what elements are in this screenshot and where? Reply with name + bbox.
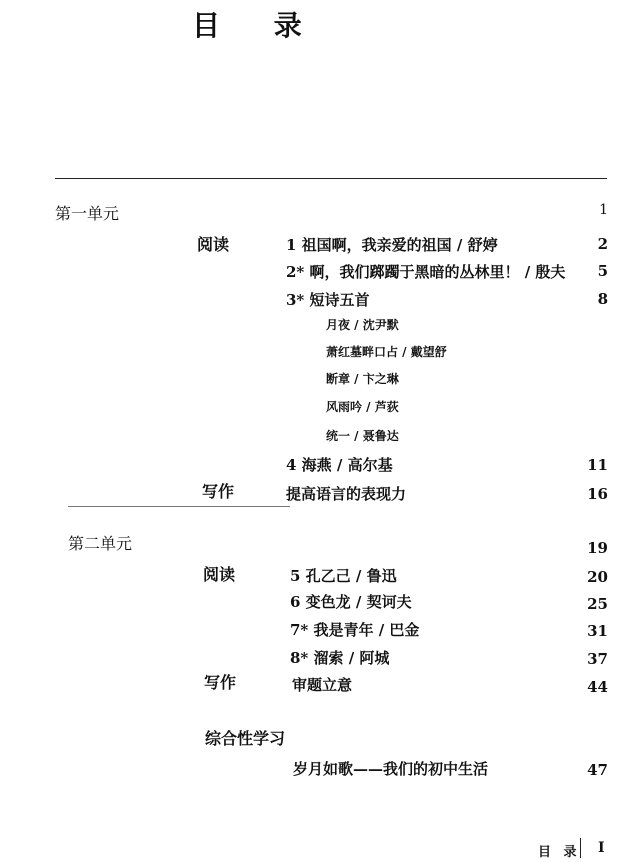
unit-2-reading-label: 阅读 (203, 565, 236, 584)
toc-entry[interactable]: 1 祖国啊，我亲爱的祖国 / 舒婷 (286, 236, 498, 254)
toc-entry[interactable]: 2* 啊，我们踯躅于黑暗的丛林里！ / 殷夫 (286, 263, 566, 281)
toc-entry-page: 2 (597, 235, 608, 253)
page-title: 目 录 (192, 9, 324, 42)
unit-2-page: 19 (587, 539, 608, 557)
footer-label: 目 录 (538, 845, 581, 860)
toc-entry-page: 44 (587, 678, 608, 696)
toc-entry-page: 5 (597, 262, 608, 280)
toc-entry[interactable]: 提高语言的表现力 (286, 485, 407, 503)
poem-entry[interactable]: 萧红墓畔口占 / 戴望舒 (326, 345, 447, 359)
toc-entry[interactable]: 岁月如歌——我们的初中生活 (293, 760, 489, 778)
toc-entry-page: 37 (587, 650, 608, 668)
toc-entry-page: 47 (587, 761, 608, 779)
section-divider (68, 506, 290, 507)
toc-entry[interactable]: 4 海燕 / 高尔基 (286, 456, 393, 474)
footer-page-number: I (598, 840, 605, 856)
toc-entry-page: 20 (587, 568, 608, 586)
unit-1-page: 1 (599, 202, 608, 218)
toc-entry[interactable]: 8* 溜索 / 阿城 (290, 649, 390, 667)
poem-entry[interactable]: 统一 / 聂鲁达 (326, 429, 399, 443)
unit-1-label: 第一单元 (55, 204, 120, 223)
header-rule (55, 178, 607, 179)
unit-2-writing-label: 写作 (204, 673, 237, 692)
poem-entry[interactable]: 断章 / 卞之琳 (326, 372, 399, 386)
unit-1-reading-label: 阅读 (197, 235, 230, 254)
toc-entry-page: 16 (587, 485, 608, 503)
toc-entry-page: 31 (587, 622, 608, 640)
unit-2-comprehensive-label: 综合性学习 (205, 729, 286, 748)
unit-2-label: 第二单元 (68, 534, 133, 553)
toc-entry-page: 25 (587, 595, 608, 613)
footer-divider (580, 838, 581, 858)
toc-entry[interactable]: 审题立意 (292, 676, 353, 694)
poem-entry[interactable]: 风雨吟 / 芦荻 (326, 400, 399, 414)
toc-entry[interactable]: 5 孔乙己 / 鲁迅 (290, 567, 397, 585)
poem-entry[interactable]: 月夜 / 沈尹默 (326, 318, 399, 332)
toc-entry[interactable]: 6 变色龙 / 契诃夫 (290, 593, 412, 611)
toc-entry[interactable]: 3* 短诗五首 (286, 291, 370, 309)
unit-1-writing-label: 写作 (202, 482, 235, 501)
toc-entry[interactable]: 7* 我是青年 / 巴金 (290, 621, 420, 639)
toc-entry-page: 8 (597, 290, 608, 308)
toc-entry-page: 11 (587, 456, 608, 474)
